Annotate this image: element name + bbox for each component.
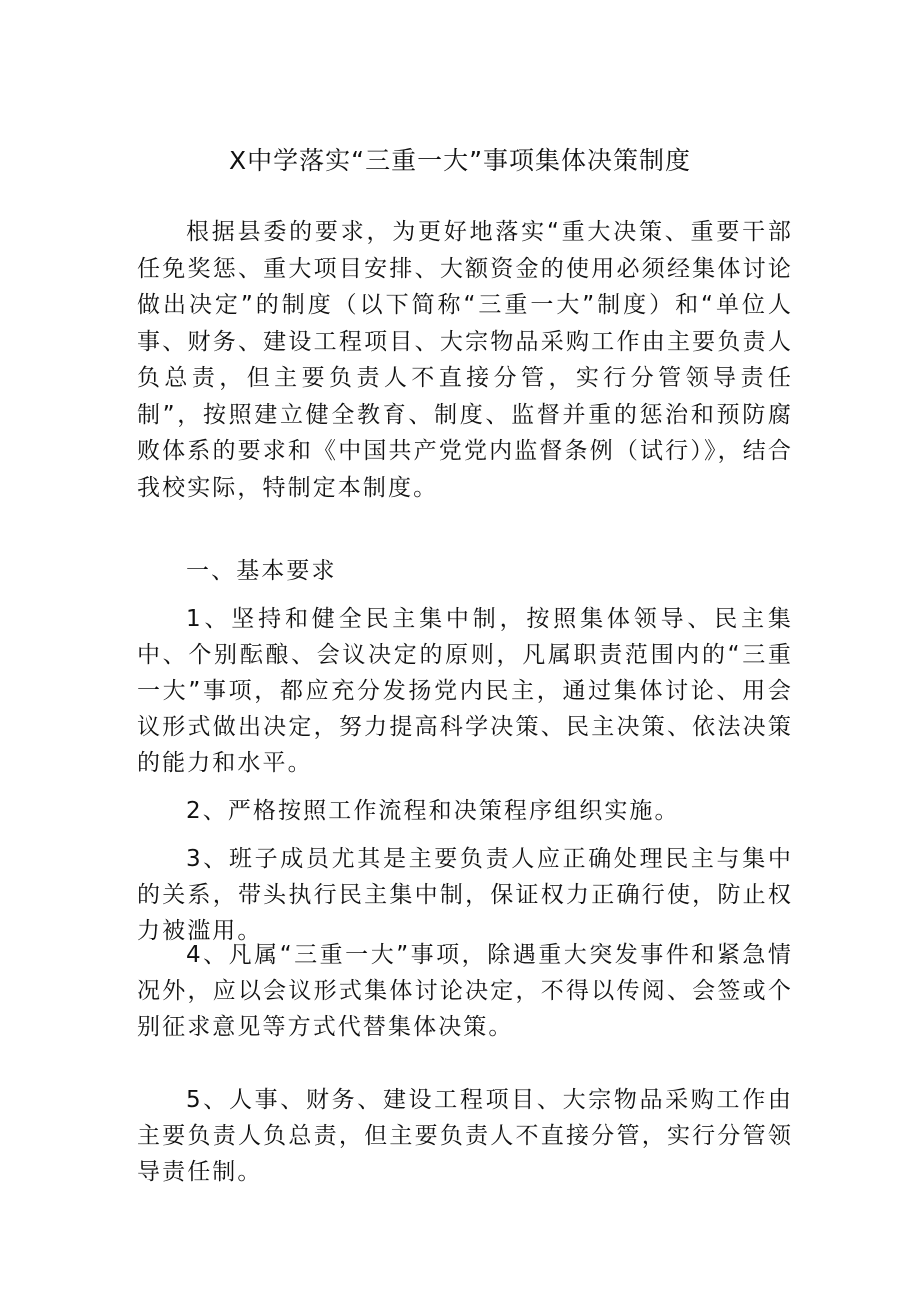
- requirement-item-4: 4、凡属“三重一大”事项，除遇重大突发事件和紧急情况外，应以会议形式集体讨论决定，不得以传阅、会签或个别征求意见等方式代替集体决策。: [137, 942, 793, 1040]
- requirement-item-3: 3、班子成员尤其是主要负责人应正确处理民主与集中的关系，带头执行民主集中制，保证权力正确行使，防止权力被滥用。: [137, 846, 793, 944]
- intro-paragraph: 根据县委的要求，为更好地落实“重大决策、重要干部任免奖惩、重大项目安排、大额资金的使用必须经集体讨论做出决定”的制度（以下简称“三重一大”制度）和“单位人事、财务、建设工程项目、大宗物品采购工作由主要负责人负总责，但主要负责人不直接分管，实行分管领导责任制”，按照建立健全教育、制度、监督并重的惩治和预防腐败体系的要求和《中国共产党党内监督条例（试行）》，结合我校实际，特制定本制度。: [137, 219, 793, 501]
- requirement-item-1: 1、坚持和健全民主集中制，按照集体领导、民主集中、个别酝酿、会议决定的原则，凡属职责范围内的“三重一大”事项，都应充分发扬党内民主，通过集体讨论、用会议形式做出决定，努力提高科学决策、民主决策、依法决策的能力和水平。: [137, 606, 793, 776]
- document-title: X中学落实“三重一大”事项集体决策制度: [228, 146, 692, 175]
- section-heading: 一、基本要求: [186, 558, 337, 584]
- requirement-item-5: 5、人事、财务、建设工程项目、大宗物品采购工作由主要负责人负总责，但主要负责人不直接分管，实行分管领导责任制。: [137, 1087, 793, 1185]
- requirement-item-2: 2、严格按照工作流程和决策程序组织实施。: [186, 798, 680, 824]
